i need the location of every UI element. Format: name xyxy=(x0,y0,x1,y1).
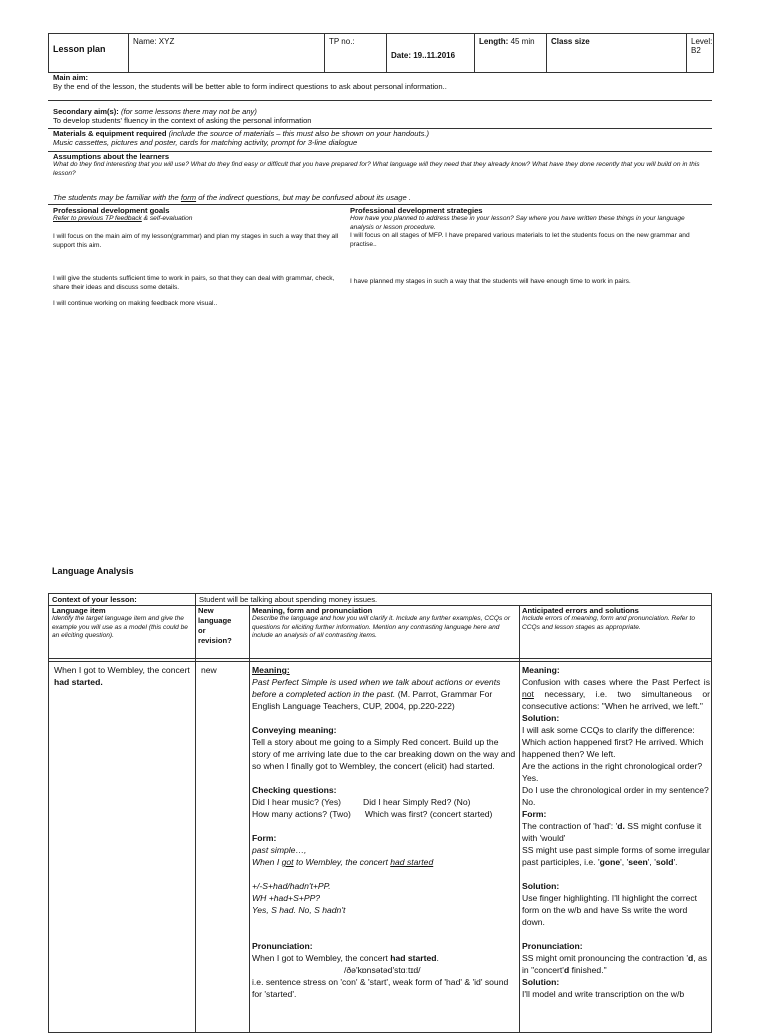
solution-label: Solution: xyxy=(522,881,560,891)
err-form-label: Form: xyxy=(522,809,547,819)
date-field: Date: 19..11.2016 xyxy=(391,51,456,60)
err-form-part: sold xyxy=(655,857,674,867)
secondary-aim-note: (for some lessons there may not be any) xyxy=(120,107,257,116)
pd-strategy-item: I will focus on all stages of MFP. I have prepared various materials to let the students focus on the new grammar and practise.. xyxy=(350,232,690,248)
language-item-cell xyxy=(54,664,192,688)
assumptions-section xyxy=(53,152,708,178)
col-errors-header xyxy=(522,606,710,632)
form-line: +/-S+had/hadn't+PP. xyxy=(252,881,331,891)
name-field: Name: XYZ xyxy=(133,37,175,46)
form-line-part: to Wembley, the concert xyxy=(293,857,391,867)
header-title-cell xyxy=(49,34,129,72)
err-pron-part: SS might omit pronouncing the contraction ' xyxy=(522,953,688,963)
conveying-text: Tell a story about me going to a Simply Red concert. Build up the story of me arriving late due to the car breaking down on the way and so when I finally got to Wembley, the concert (elicit) had started. xyxy=(252,737,516,771)
col-header-label: Anticipated errors and solutions xyxy=(522,606,639,615)
level-field: Level: B2 xyxy=(691,37,713,55)
form-line: past simple…, xyxy=(252,845,307,855)
col-header-label: language xyxy=(198,615,232,625)
pron-label: Pronunciation: xyxy=(252,941,313,951)
new-or-revision-value: new xyxy=(201,665,217,675)
length-label: Length: xyxy=(479,37,509,46)
main-aim-section xyxy=(53,73,708,91)
ccq: Did I hear Simply Red? (No) xyxy=(363,797,471,807)
form-line: WH +had+S+PP? xyxy=(252,893,321,903)
err-pron-part: , as in "concert' xyxy=(522,953,708,975)
assumptions-text xyxy=(53,193,708,202)
header-class-size-cell xyxy=(547,34,687,72)
lesson-plan-header xyxy=(48,33,714,73)
ccq: How many actions? (Two) xyxy=(252,809,351,819)
err-meaning-part: not xyxy=(522,689,534,699)
solution-label: Solution: xyxy=(522,977,560,987)
pd-goals-note: & self-evaluation xyxy=(141,215,193,222)
pron-line-part: . xyxy=(436,953,439,963)
col-header-label: revision? xyxy=(198,635,232,645)
pd-goals-label: Professional development goals xyxy=(53,206,170,215)
err-form-part: seen xyxy=(628,857,648,867)
form-line: Yes, S had. No, S hadn't xyxy=(252,905,346,915)
tp-field: TP no.: xyxy=(329,37,355,46)
col-header-label: or xyxy=(198,625,206,635)
materials-label: Materials & equipment required xyxy=(53,129,167,138)
err-form-part: '. xyxy=(673,857,678,867)
form-line-part: had started xyxy=(390,857,434,867)
err-form-part: SS might confuse it with 'would' xyxy=(522,821,702,843)
form-line-part: When I xyxy=(252,857,282,867)
pd-strategies-section xyxy=(350,206,700,287)
table-divider xyxy=(249,605,250,1032)
err-form-part: ', ' xyxy=(620,857,629,867)
header-tp-cell xyxy=(325,34,387,72)
materials-note: (include the source of materials – this must also be shown on your handouts.) xyxy=(168,129,430,138)
form-label: Form: xyxy=(252,833,277,843)
col-header-note: Identify the target language item and give the example you will use as a model (this could be an eliciting question). xyxy=(52,615,188,640)
err-pron-part: d xyxy=(687,953,694,963)
header-length-cell xyxy=(475,34,547,72)
table-divider xyxy=(49,661,711,662)
context-value: Student will be talking about spending money issues. xyxy=(199,595,378,604)
solution-label: Solution: xyxy=(522,713,560,723)
solution-text: I'll model and write transcription on the w/b xyxy=(522,989,685,999)
assumptions-text-part: of the indirect questions, but may be confused about its usage . xyxy=(196,193,411,202)
err-form-part: SS might use past simple forms of some irregular past participles, i.e. ' xyxy=(522,845,710,867)
language-analysis-heading: Language Analysis xyxy=(52,566,134,576)
pron-line-part: had started xyxy=(390,953,437,963)
materials-text: Music cassettes, pictures and poster, cards for matching activity, prompt for 3-line dialogue xyxy=(53,138,358,147)
table-divider xyxy=(519,605,520,1032)
assumptions-label: Assumptions about the learners xyxy=(53,152,170,161)
err-pron-part: finished." xyxy=(569,965,607,975)
col-mfp-header xyxy=(252,606,516,641)
meaning-ref: (M. Parrot, Grammar For English Language Teachers, CUP, 2004, pp.220-222) xyxy=(252,689,493,711)
col-header-note: Describe the language and how you will clarify it. Include any further examples, CCQs or questions for eliciting further information. Mention any contrasting language here and include an analysis of all contrasting items. xyxy=(252,615,511,640)
pron-ipa: /ðə'kɒnsətəd'stɑːtɪd/ xyxy=(344,965,421,975)
language-analysis-table xyxy=(48,593,712,1033)
err-meaning-part: necessary, i.e. two simultaneous or consecutive actions: "When he arrived, we left." xyxy=(522,689,710,711)
ccq: Did I hear music? (Yes) xyxy=(252,797,341,807)
divider xyxy=(48,204,712,205)
pd-strategies-label: Professional development strategies xyxy=(350,206,483,215)
main-aim-text: By the end of the lesson, the students will be better able to form indirect questions to ask about personal information.. xyxy=(53,82,447,91)
col-header-note: Include errors of meaning, form and pronunciation. Refer to CCQs and lesson stages as appropriate. xyxy=(522,615,695,631)
col-header-label: Meaning, form and pronunciation xyxy=(252,606,373,615)
col-language-item-header xyxy=(52,606,192,641)
materials-section xyxy=(53,129,708,147)
language-item-bold: had started. xyxy=(54,677,103,687)
assumptions-note: What do they find interesting that you will use? What do they find easy or difficult that you have prepared for? What language will they need that they already know? What have they done recently that you will build on in this lesson? xyxy=(53,161,700,177)
pd-goal-item: I will continue working on making feedback more visual.. xyxy=(53,300,218,308)
errors-cell xyxy=(522,664,710,1000)
err-form-part: The contraction of 'had': ' xyxy=(522,821,618,831)
solution-text: Do I use the chronological order in my sentence? No. xyxy=(522,785,709,807)
solution-text: Are the actions in the right chronological order? Yes. xyxy=(522,761,703,783)
err-form-part: ', ' xyxy=(647,857,656,867)
conveying-label: Conveying meaning: xyxy=(252,725,337,735)
header-date-cell xyxy=(387,34,475,72)
meaning-text: Past Perfect Simple is used when we talk about actions or events before a completed action in the past. xyxy=(252,677,501,699)
err-meaning-label: Meaning: xyxy=(522,665,560,675)
secondary-aim-label: Secondary aim(s): xyxy=(53,107,119,116)
secondary-aim-section xyxy=(53,107,708,125)
pd-goal-item: I will give the students sufficient time to work in pairs, so that they can deal with grammar, check, share their ideas and discuss some details. xyxy=(53,275,335,291)
err-pron-label: Pronunciation: xyxy=(522,941,583,951)
ccq: Which was first? (concert started) xyxy=(364,809,493,819)
checking-label: Checking questions: xyxy=(252,785,337,795)
err-pron-part: d xyxy=(563,965,570,975)
pd-goal-item: I will focus on the main aim of my lesson(grammar) and plan my stages in such a way that they all support this aim. xyxy=(53,233,339,249)
col-header-label: Language item xyxy=(52,606,106,615)
language-item-text: When I got to Wembley, the concert xyxy=(54,665,190,675)
err-meaning-part: Confusion with cases where the Past Perfect is xyxy=(522,677,710,687)
pron-line: i.e. sentence stress on 'con' & 'start', weak form of 'had' & 'id' sound for 'started'. xyxy=(252,977,509,999)
pd-strategies-note: How have you planned to address these in your lesson? Say where you have written these things in your language analysis or lesson procedure. xyxy=(350,215,685,231)
err-form-part: gone xyxy=(599,857,621,867)
page-title: Lesson plan xyxy=(53,44,106,54)
assumptions-text-part: The students may be familiar with the xyxy=(53,193,181,202)
mfp-cell xyxy=(252,664,516,1000)
divider xyxy=(48,100,712,101)
pd-goals-section xyxy=(53,206,343,309)
form-line-part: got xyxy=(281,857,294,867)
pron-line-part: When I got to Wembley, the concert xyxy=(252,953,391,963)
col-header-label: New xyxy=(198,606,214,615)
secondary-aim-text: To develop students' fluency in the context of asking the personal information xyxy=(53,116,312,125)
pd-strategy-item: I have planned my stages in such a way that the students will have enough time to work in pairs. xyxy=(350,278,631,286)
table-divider xyxy=(195,594,196,1032)
err-form-part: d. xyxy=(617,821,625,831)
header-name-cell xyxy=(129,34,325,72)
table-divider xyxy=(49,658,711,659)
assumptions-text-form: form xyxy=(180,193,197,202)
meaning-label: Meaning: xyxy=(252,665,290,675)
pd-goals-note-link: Refer to previous TP feedback xyxy=(53,215,142,222)
solution-text: I will ask some CCQs to clarify the difference: Which action happened first? He arrived. Which happened then? We left. xyxy=(522,725,704,759)
class-size-field: Class size xyxy=(551,37,590,46)
solution-text: Use finger highlighting. I'll highlight the correct form on the w/b and have Ss write the word down. xyxy=(522,893,698,927)
length-value: 45 min xyxy=(510,37,535,46)
main-aim-label: Main aim: xyxy=(53,73,89,82)
context-label: Context of your lesson: xyxy=(52,595,137,604)
col-new-header xyxy=(198,606,248,645)
header-level-cell xyxy=(687,34,713,72)
